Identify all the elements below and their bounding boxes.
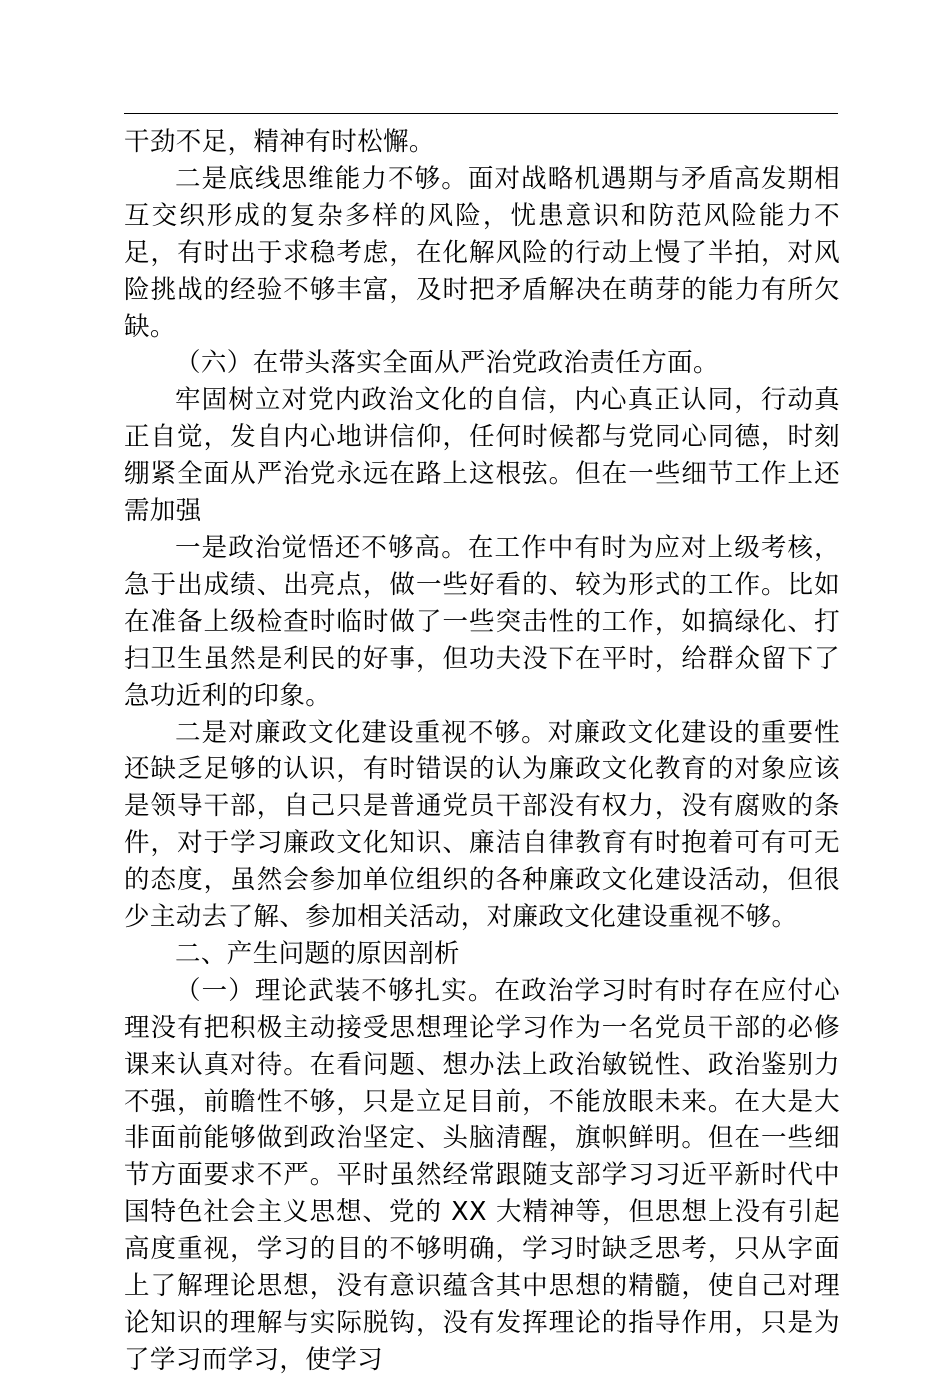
paragraph-theory-study: （一）理论武装不够扎实。在政治学习时有时存在应付心理没有把积极主动接受思想理论学习作为一名党员干部的必修课来认真对待。在看问题、想办法上政治敏锐性、政治鉴别力不强，前瞻性不够，只是立足目前，不能放眼未来。在大是大非面前能够做到政治坚定、头脑清醒，旗帜鲜明。但在一些细节方面要求不严。平时虽然经常跟随支部学习习近平新时代中国特色社会主义思想、党的 XX 大精神等，但思想上没有引起高度重视，学习的目的不够明确，学习时缺乏思考，只从字面上了解理论思想，没有意识蕴含其中思想的精髓，使自己对理论知识的理解与实际脱钩，没有发挥理论的指导作用，只是为了学习而学习，使学习 — [124, 975, 840, 1375]
section-heading-six: （六）在带头落实全面从严治党政治责任方面。 — [175, 348, 719, 379]
document-body — [124, 124, 840, 1379]
paragraph-clean-government: 二是对廉政文化建设重视不够。对廉政文化建设的重要性还缺乏足够的认识，有时错误的认为廉政文化教育的对象应该是领导干部，自己只是普通党员干部没有权力，没有腐败的条件，对于学习廉政文化知识、廉洁自律教育有时抱着可有可无的态度，虽然会参加单位组织的各种廉政文化建设活动，但很少主动去了解、参加相关活动，对廉政文化建设重视不够。 — [124, 717, 840, 933]
section-heading-causes: 二、产生问题的原因剖析 — [175, 938, 460, 969]
paragraph-continuation: 干劲不足，精神有时松懈。 — [124, 127, 435, 157]
paragraph-political-awareness: 一是政治觉悟还不够高。在工作中有时为应对上级考核，急于出成绩、出亮点，做一些好看的、较为形式的工作。比如在准备上级检查时临时做了一些突击性的工作，如搞绿化、打扫卫生虽然是利民的好事，但功夫没下在平时，给群众留下了急功近利的印象。 — [124, 532, 840, 711]
paragraph-bottom-line-thinking: 二是底线思维能力不够。面对战略机遇期与矛盾高发期相互交织形成的复杂多样的风险，忧患意识和防范风险能力不足，有时出于求稳考虑，在化解风险的行动上慢了半拍，对风险挑战的经验不够丰富，及时把矛盾解决在萌芽的能力有所欠缺。 — [124, 163, 840, 342]
header-rule — [124, 113, 838, 114]
paragraph-party-culture: 牢固树立对党内政治文化的自信，内心真正认同，行动真正自觉，发自内心地讲信仰，任何时候都与党同心同德，时刻绷紧全面从严治党永远在路上这根弦。但在一些细节工作上还需加强 — [124, 385, 840, 527]
